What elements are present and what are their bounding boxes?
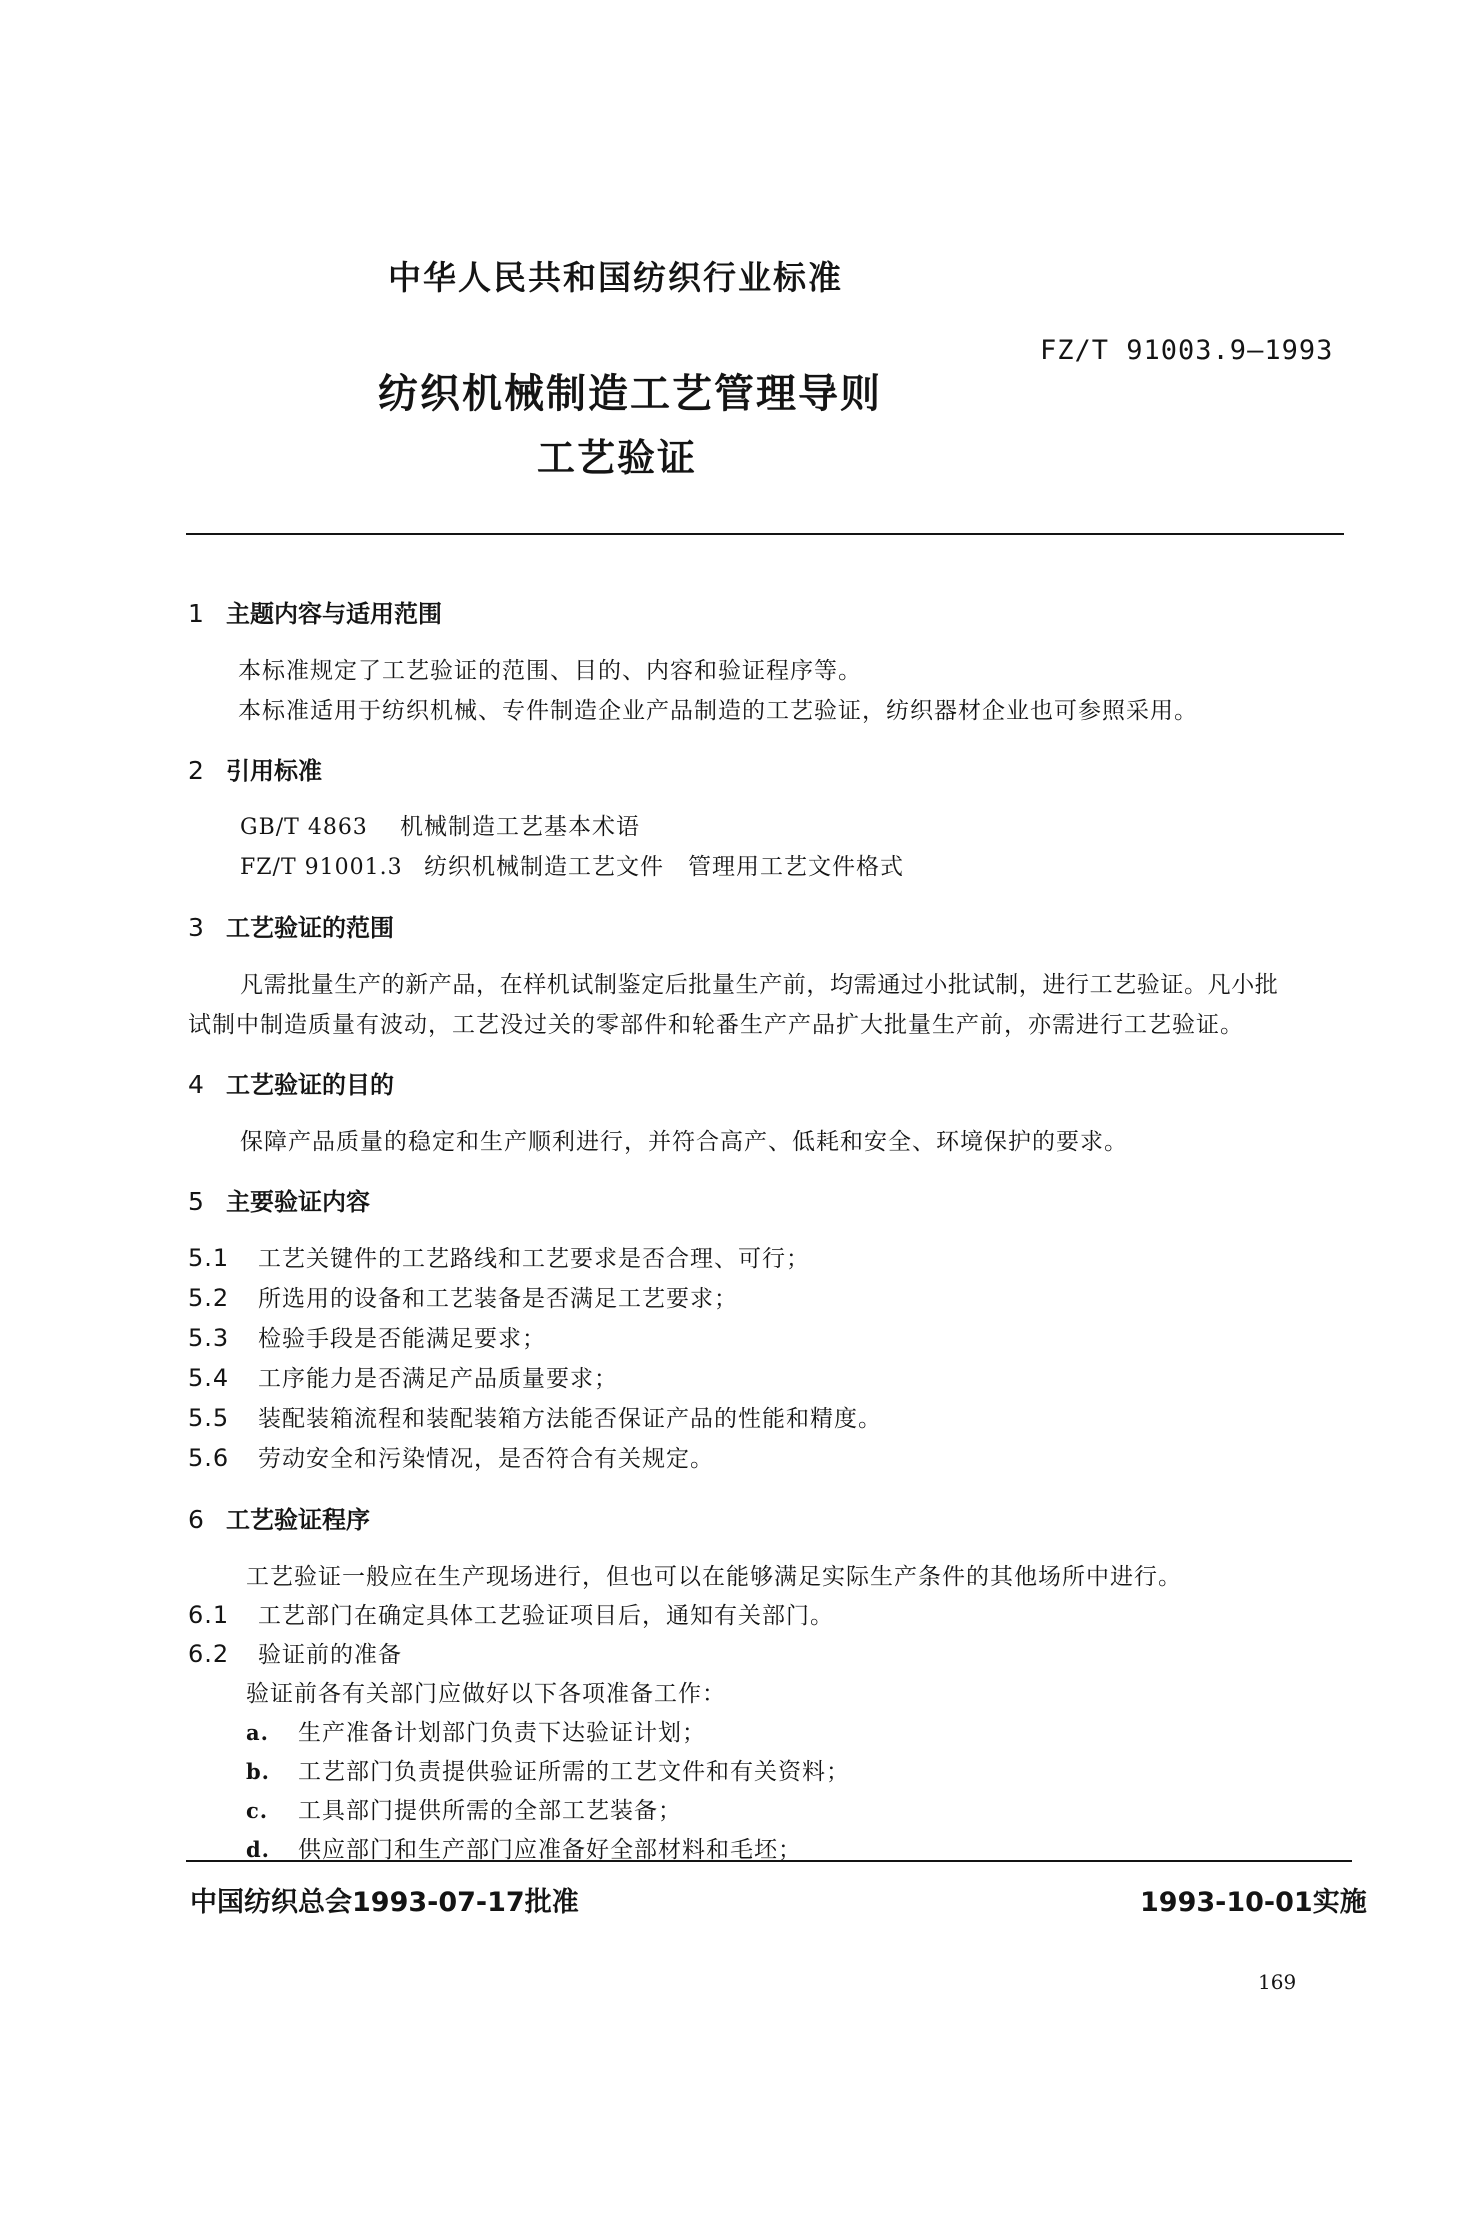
item-letter: b. [246, 1759, 270, 1784]
list-item [188, 1280, 738, 1313]
document-title: 纺织机械制造工艺管理导则 [378, 371, 882, 417]
section-5-heading [188, 1182, 370, 1217]
header-divider [186, 533, 1344, 535]
list-item [188, 1636, 402, 1669]
item-number: 5.6 [188, 1444, 230, 1472]
section-2-heading [188, 751, 322, 786]
item-text: 所选用的设备和工艺装备是否满足工艺要求； [258, 1286, 738, 1312]
preparation-intro: 验证前各有关部门应做好以下各项准备工作： [246, 1681, 726, 1707]
sub-list-item [246, 1753, 850, 1786]
section-number: 4 [188, 1070, 204, 1099]
document-subtitle: 工艺验证 [537, 436, 698, 480]
item-number: 5.1 [188, 1244, 230, 1272]
item-letter: a. [246, 1720, 269, 1745]
section-title: 工艺验证程序 [226, 1506, 370, 1534]
item-text: 工序能力是否满足产品质量要求； [258, 1366, 618, 1392]
item-text: 生产准备计划部门负责下达验证计划； [298, 1720, 706, 1746]
item-text: 检验手段是否能满足要求； [258, 1326, 546, 1352]
item-letter: d. [246, 1837, 270, 1862]
reference-standard [240, 848, 904, 881]
item-text: 供应部门和生产部门应准备好全部材料和毛坯； [298, 1837, 802, 1863]
sub-list-item [246, 1714, 706, 1747]
list-item [188, 1400, 882, 1433]
reference-standard [240, 808, 640, 841]
section-title: 引用标准 [226, 757, 322, 785]
item-text: 验证前的准备 [258, 1642, 402, 1668]
list-item [188, 1597, 834, 1630]
item-letter: c. [246, 1798, 269, 1823]
section-title: 主要验证内容 [226, 1188, 370, 1216]
section-number: 3 [188, 913, 204, 942]
reference-title: 机械制造工艺基本术语 [400, 814, 640, 840]
section-number: 1 [188, 599, 204, 628]
item-text: 工艺部门负责提供验证所需的工艺文件和有关资料； [298, 1759, 850, 1785]
section-1-heading [188, 594, 442, 629]
section-1-paragraph-1: 本标准规定了工艺验证的范围、目的、内容和验证程序等。 [238, 658, 862, 684]
list-item [188, 1240, 810, 1273]
item-text: 装配装箱流程和装配装箱方法能否保证产品的性能和精度。 [258, 1406, 882, 1432]
standard-type-heading: 中华人民共和国纺织行业标准 [388, 258, 843, 297]
section-number: 2 [188, 756, 204, 785]
item-text: 工具部门提供所需的全部工艺装备； [298, 1798, 682, 1824]
section-4-heading [188, 1065, 394, 1100]
item-number: 5.4 [188, 1364, 230, 1392]
section-number: 6 [188, 1505, 204, 1534]
list-item [188, 1360, 618, 1393]
page-number: 169 [1258, 1970, 1297, 1994]
section-3-paragraph-line-1: 凡需批量生产的新产品，在样机试制鉴定后批量生产前，均需通过小批试制，进行工艺验证。凡小批 [240, 972, 1279, 998]
item-number: 5.5 [188, 1404, 230, 1432]
section-4-paragraph: 保障产品质量的稳定和生产顺利进行，并符合高产、低耗和安全、环境保护的要求。 [240, 1129, 1128, 1155]
section-title: 工艺验证的目的 [226, 1071, 394, 1099]
item-number: 6.1 [188, 1601, 230, 1629]
item-text: 工艺部门在确定具体工艺验证项目后，通知有关部门。 [258, 1603, 834, 1629]
section-title: 主题内容与适用范围 [226, 600, 442, 628]
section-title: 工艺验证的范围 [226, 914, 394, 942]
reference-title: 纺织机械制造工艺文件 管理用工艺文件格式 [424, 854, 904, 880]
standard-code: FZ/T 91003.9—1993 [1040, 335, 1334, 366]
section-6-intro: 工艺验证一般应在生产现场进行，但也可以在能够满足实际生产条件的其他场所中进行。 [246, 1564, 1182, 1590]
item-text: 劳动安全和污染情况，是否符合有关规定。 [258, 1446, 714, 1472]
item-text: 工艺关键件的工艺路线和工艺要求是否合理、可行； [258, 1246, 810, 1272]
section-3-paragraph-line-2: 试制中制造质量有波动，工艺没过关的零部件和轮番生产产品扩大批量生产前，亦需进行工艺验证。 [188, 1012, 1244, 1038]
reference-code: FZ/T 91001.3 [240, 855, 403, 880]
reference-code: GB/T 4863 [240, 815, 368, 840]
list-item [188, 1320, 546, 1353]
item-number: 5.3 [188, 1324, 230, 1352]
item-number: 6.2 [188, 1640, 230, 1668]
implementation-date: 1993-10-01实施 [1140, 1887, 1367, 1918]
sub-list-item [246, 1792, 682, 1825]
section-number: 5 [188, 1187, 204, 1216]
item-number: 5.2 [188, 1284, 230, 1312]
footer-divider [186, 1860, 1352, 1862]
section-3-heading [188, 908, 394, 943]
section-1-paragraph-2: 本标准适用于纺织机械、专件制造企业产品制造的工艺验证，纺织器材企业也可参照采用。 [238, 698, 1198, 724]
list-item [188, 1440, 714, 1473]
section-6-heading [188, 1500, 370, 1535]
approval-note: 中国纺织总会1993-07-17批准 [190, 1887, 579, 1918]
